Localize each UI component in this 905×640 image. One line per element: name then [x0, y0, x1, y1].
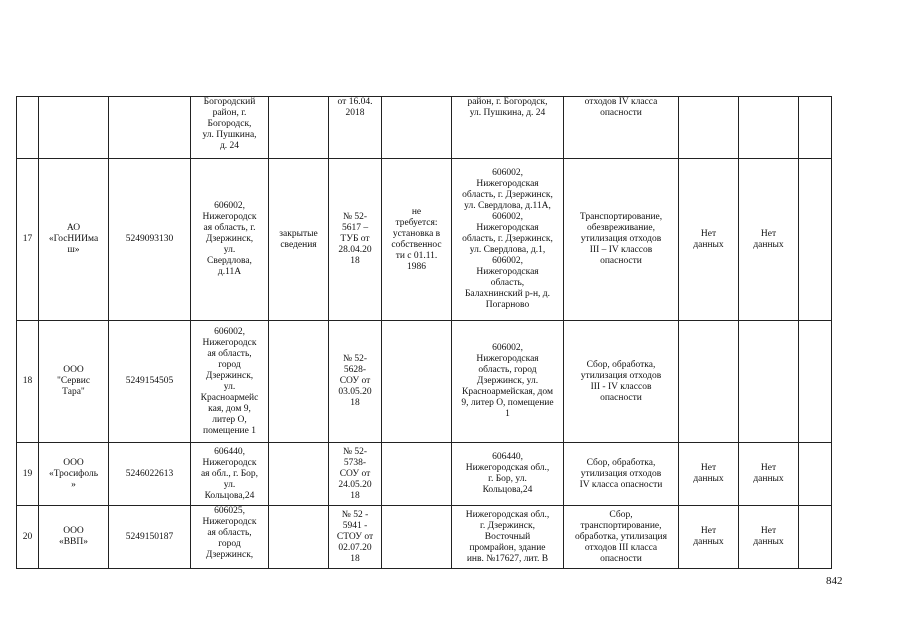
cell-organization: ООО "Сервис Тара": [39, 321, 109, 443]
cell-col12: [799, 506, 832, 569]
registry-table: [16, 96, 832, 569]
cell-col11: Нет данных: [739, 159, 799, 321]
cell-col12: [799, 97, 832, 159]
cell-col12: [799, 159, 832, 321]
cell-activity: Транспортирование, обезвреживание, утилизация отходов III – IV классов опасности: [564, 159, 679, 321]
page-number: 842: [826, 575, 843, 587]
table-row: [17, 443, 832, 506]
cell-inn: 5249154505: [109, 321, 191, 443]
cell-license: № 52- 5617 – ТУБ от 28.04.20 18: [329, 159, 382, 321]
cell-col10: Нет данных: [679, 506, 739, 569]
cell-secrecy: [269, 321, 329, 443]
cell-legal-address: 606440, Нижегородск ая обл., г. Бор, ул. Кольцова,24: [191, 443, 269, 506]
cell-sites: 606002, Нижегородская область, город Дзержинск, ул. Красноармейская, дом 9, литер О, помещение 1: [452, 321, 564, 443]
cell-sites: 606002, Нижегородская область, г. Дзержинск, ул. Свердлова, д.11А, 606002, Нижегородская область, г. Дзержинск, ул. Свердлова, д.1, 606002, Нижегородская область, Балахнинский р-н, д. Погарново: [452, 159, 564, 321]
cell-inn: [109, 97, 191, 159]
cell-secrecy: [269, 97, 329, 159]
cell-sites: Нижегородская обл., г. Дзержинск, Восточный промрайон, здание инв. №17627, лит. В: [452, 506, 564, 569]
cell-inn: 5249093130: [109, 159, 191, 321]
cell-number: 19: [17, 443, 39, 506]
cell-col10: Нет данных: [679, 159, 739, 321]
cell-organization: ООО «ВВП»: [39, 506, 109, 569]
cell-inn: 5249150187: [109, 506, 191, 569]
cell-ownership: не требуется: установка в собственнос ти с 01.11. 1986: [382, 159, 452, 321]
cell-col10: [679, 321, 739, 443]
table-row: [17, 97, 832, 159]
cell-col11: Нет данных: [739, 506, 799, 569]
cell-legal-address: 606002, Нижегородск ая область, г. Дзержинск, ул. Свердлова, д.11А: [191, 159, 269, 321]
cell-ownership: [382, 443, 452, 506]
cell-organization: АО «ГосНИИма ш»: [39, 159, 109, 321]
cell-ownership: [382, 97, 452, 159]
cell-col12: [799, 443, 832, 506]
cell-activity: отходов IV класса опасности: [564, 97, 679, 159]
cell-ownership: [382, 506, 452, 569]
cell-col11: [739, 97, 799, 159]
cell-license: № 52- 5738- СОУ от 24.05.20 18: [329, 443, 382, 506]
cell-license: от 16.04. 2018: [329, 97, 382, 159]
cell-ownership: [382, 321, 452, 443]
cell-col10: [679, 97, 739, 159]
cell-col11: Нет данных: [739, 443, 799, 506]
table-row: [17, 321, 832, 443]
cell-legal-address: Богородский район, г. Богородск, ул. Пушкина, д. 24: [191, 97, 269, 159]
cell-legal-address: 606002, Нижегородск ая область, город Дзержинск, ул. Красноармейс кая, дом 9, литер О, помещение 1: [191, 321, 269, 443]
cell-inn: 5246022613: [109, 443, 191, 506]
cell-col12: [799, 321, 832, 443]
cell-number: [17, 97, 39, 159]
cell-number: 17: [17, 159, 39, 321]
cell-organization: [39, 97, 109, 159]
cell-secrecy: [269, 443, 329, 506]
cell-col11: [739, 321, 799, 443]
cell-col10: Нет данных: [679, 443, 739, 506]
table-row: [17, 159, 832, 321]
cell-activity: Сбор, транспортирование, обработка, утилизация отходов III класса опасности: [564, 506, 679, 569]
cell-legal-address: 606025, Нижегородск ая область, город Дзержинск,: [191, 506, 269, 569]
table-row: [17, 506, 832, 569]
cell-activity: Сбор, обработка, утилизация отходов IV класса опасности: [564, 443, 679, 506]
cell-sites: район, г. Богородск, ул. Пушкина, д. 24: [452, 97, 564, 159]
cell-number: 18: [17, 321, 39, 443]
cell-license: № 52- 5628- СОУ от 03.05.20 18: [329, 321, 382, 443]
cell-license: № 52 - 5941 - СТОУ от 02.07.20 18: [329, 506, 382, 569]
cell-sites: 606440, Нижегородская обл., г. Бор, ул. Кольцова,24: [452, 443, 564, 506]
cell-activity: Сбор, обработка, утилизация отходов III - IV классов опасности: [564, 321, 679, 443]
cell-number: 20: [17, 506, 39, 569]
cell-secrecy: [269, 506, 329, 569]
cell-secrecy: закрытые сведения: [269, 159, 329, 321]
cell-organization: ООО «Тросифоль »: [39, 443, 109, 506]
